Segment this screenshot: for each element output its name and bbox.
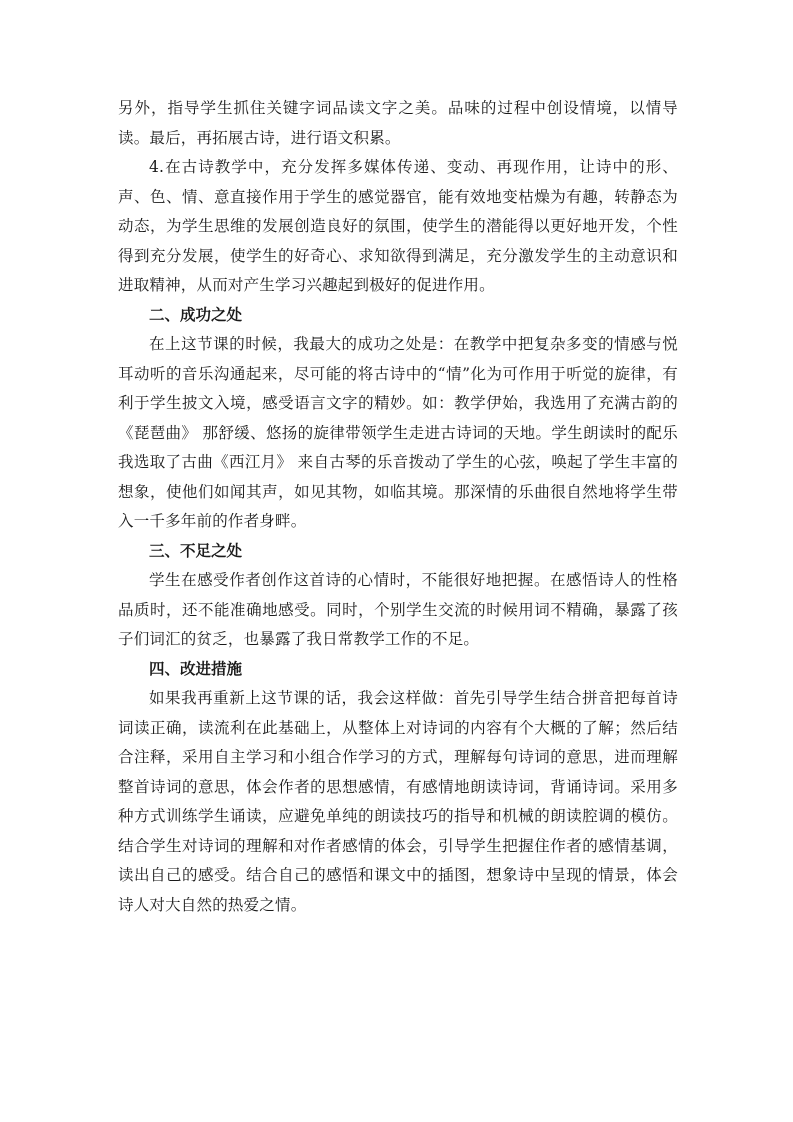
heading-shortcoming: 三、不足之处 [149,541,243,560]
paragraph-continuation: 另外，指导学生抓住关键字词品读文字之美。品味的过程中创设情境，以情导读。最后，再拓展古诗，进行语文积累。 [118,99,678,147]
paragraph-shortcoming: 学生在感受作者创作这首诗的心情时，不能很好地把握。在感悟诗人的性格品质时，还不能准确地感受。同时，个别学生交流的时候用词不精确，暴露了孩子们词汇的贫乏，也暴露了我日常教学工作的不足。 [118,571,678,648]
heading-success: 二、成功之处 [149,305,243,324]
heading-improve: 四、改进措施 [149,659,243,678]
document-body [118,94,678,920]
paragraph-improve: 如果我再重新上这节课的话，我会这样做：首先引导学生结合拼音把每首诗词读正确，读流利在此基础上，从整体上对诗词的内容有个大概的了解；然后结合注释，采用自主学习和小组合作学习的方式，理解每句诗词的意思，进而理解整首诗词的意思，体会作者的思想感情，有感情地朗读诗词，背诵诗词。采用多种方式训练学生诵读，应避免单纯的朗读技巧的指导和机械的朗读腔调的模仿。结合学生对诗词的理解和对作者感情的体会，引导学生把握住作者的感情基调，读出自己的感受。结合自己的感悟和课文中的插图，想象诗中呈现的情景，体会诗人对大自然的热爱之情。 [118,689,678,914]
paragraph-success: 在上这节课的时候，我最大的成功之处是：在教学中把复杂多变的情感与悦耳动听的音乐沟通起来，尽可能的将古诗中的“情”化为可作用于听觉的旋律，有利于学生披文入境，感受语言文字的精妙。如：教学伊始，我选用了充满古韵的《琵琶曲》 那舒缓、悠扬的旋律带领学生走进古诗词的天地。学生朗读时的配乐我选取了古曲《西江月》 来自古琴的乐音拨动了学生的心弦，唤起了学生丰富的想象，使他们如闻其声，如见其物，如临其境。那深情的乐曲很自然地将学生带入一千多年前的作者身畔。 [118,335,678,530]
paragraph-item-4: 4.在古诗教学中，充分发挥多媒体传递、变动、再现作用，让诗中的形、声、色、情、意直接作用于学生的感觉器官，能有效地变枯燥为有趣，转静态为动态，为学生思维的发展创造良好的氛围，使学生的潜能得以更好地开发，个性得到充分发展，使学生的好奇心、求知欲得到满足，充分激发学生的主动意识和进取精神，从而对产生学习兴趣起到极好的促进作用。 [118,158,678,294]
